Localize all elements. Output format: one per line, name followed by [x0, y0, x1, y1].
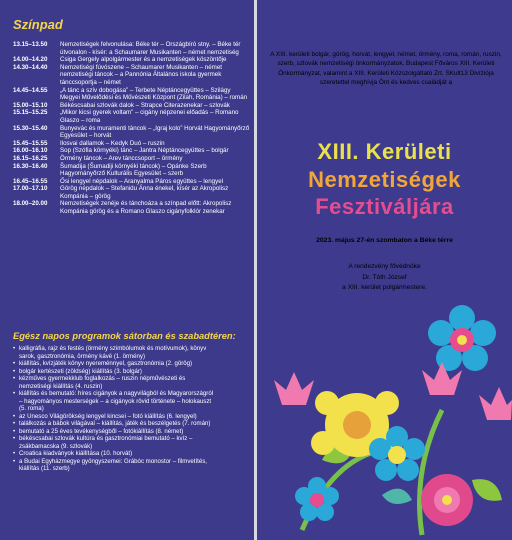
schedule-description: Görög népdalok – Stefanidu Ánna énekel, kísér az Akropolisz Kompánia – görög [60, 185, 229, 200]
schedule-time: 15.15–15.25 [13, 109, 48, 117]
schedule-time: 15.00–15.10 [13, 101, 48, 109]
schedule-description: Šumadija (Šumadiji környéki táncok) – Opánke Szerb Hagyományőrző Kulturális Egyesület – szerb [60, 162, 207, 178]
program-item: • kiállítás és bemutató: híres cigányok a nagyvilágból és Magyarországról – hagyományos mesterségek – a cigányok rövid története – holokauszt (5. roma) [13, 390, 218, 413]
patron-name: Dr. Tóth József [362, 273, 407, 281]
stage-heading: Színpad [13, 17, 63, 32]
program-item: • az Unesco Világörökség lengyel kincsei – fotó kiállítás (6. lengyel) [13, 413, 218, 421]
schedule-time: 16.00–16.10 [13, 147, 48, 155]
schedule-row [13, 64, 251, 87]
schedule-row [13, 163, 251, 178]
program-item: • kiállítás, kvízjáték könyv nyereménnyel, gasztronómia (2. görög) [13, 360, 218, 368]
schedule-time: 14.00–14.20 [13, 56, 48, 64]
program-item: • Croatica kiadványok kiállítása (10. horvát) [13, 450, 218, 458]
schedule-row [13, 147, 251, 155]
program-item: • kalligráfia, rajz és festés (örmény szimbólumok és motívumok), könyv sarok, gasztronómia, örmény kávé (1. örmény) [13, 345, 218, 360]
program-item: • bemutató a 25 éves tevékenységből – fotókiállítás (8. német) [13, 428, 218, 436]
schedule-row [13, 155, 251, 163]
schedule-row [13, 185, 251, 200]
title-line-2: Nemzetiségek [308, 167, 461, 192]
event-date: 2023. május 27-én szombaton a Béke térre [316, 237, 453, 244]
program-item: • bolgár kertészeti (zöldség) kiállítás (3. bolgár) [13, 368, 218, 376]
schedule-description: Sop (Szófia környéki) tánc – Jantra Néptáncegyüttes – bolgár [60, 147, 229, 155]
schedule-description: Ősi lengyel népdalok – Aranyalma Páros együttes – lengyel [60, 177, 224, 185]
stage-schedule [13, 41, 251, 216]
schedule-description: Nemzetiségek zenéje és tánchoáza a színpad előtt: Akropolisz Kompánia görög és a Romano Glaszo cigányfolklór zenekar [60, 200, 232, 216]
schedule-description: Csiga Gergely alpolgármester és a nemzetiségek köszöntője [60, 56, 227, 64]
patron [262, 262, 507, 294]
schedule-row [13, 200, 251, 215]
program-item: • találkozás a bábok világával – kiállítás, játék és beszélgetés (7. román) [13, 420, 218, 428]
program-item: • kézműves gyermekklub foglalkozás – ruszin népművészeti és nemzetiségi kiállítás (4. ruszin) [13, 375, 218, 390]
schedule-time: 15.45–15.55 [13, 139, 48, 147]
title-line-1: XIII. Kerületi [317, 139, 452, 164]
invitation-text: A XIII. kerületi bolgár, görög, horvát, lengyel, német, örmény, roma, román, ruszin, szerb, szlovák nemzetiségi önkormányzatok, Budapest Főváros XIII. Kerületi Önkormányzat, valamint a XIII. Kerületi Közszolgáltató Zrt. SKult13 Divíziója szeretettel meghívja Önt és kedves családját a [270, 51, 502, 86]
schedule-description: Nemzetiségi fúvószene – Schaumarer Musikanten – német nemzetiségi táncok – a Pannónia Általános iskola gyermek tánccsoportja – német [60, 63, 222, 86]
patron-title: a XIII. kerület polgármestere. [342, 284, 427, 291]
patron-role: A rendezvény fővédnöke [348, 263, 421, 270]
schedule-time: 16.15–16.25 [13, 154, 48, 162]
schedule-row [13, 56, 251, 64]
schedule-description: Örmény táncok – Arev tánccsoport – örmény [60, 154, 183, 162]
schedule-time: 16.45–16.55 [13, 177, 48, 185]
title-line-3: Fesztiváljára [315, 194, 454, 219]
program-panel [0, 0, 254, 540]
folk-flower-illustration [262, 300, 512, 540]
schedule-time: 18.00–20.00 [13, 200, 48, 208]
schedule-row [13, 102, 251, 110]
schedule-description: „A tánc a szív dobogása” – Terbete Néptáncegyüttes – Szilágy Megyei Művelődési és Művészeti Központ (Zilah, Románia) – román [60, 86, 248, 102]
all-day-programs-heading: Egész napos programok sátorban és szabadtéren: [13, 331, 236, 341]
schedule-row [13, 109, 251, 124]
schedule-description: Nemzetiségek felvonulása: Béke tér – Országbíró stny. – Béke tér útvonalon - kísér: a Schaumarer Musikanten – német nemzetiség [60, 41, 241, 56]
schedule-row [13, 41, 251, 56]
schedule-time: 14.30–14.40 [13, 63, 48, 71]
schedule-time: 13.15–13.50 [13, 41, 48, 48]
schedule-time: 17.00–17.10 [13, 185, 48, 193]
schedule-time: 16.30–16.40 [13, 162, 48, 170]
schedule-row [13, 125, 251, 140]
schedule-description: Békéscsabai szlovák dalok – Strapce Citerazenekar – szlovák [60, 101, 230, 109]
schedule-time: 14.45–14.55 [13, 86, 48, 94]
schedule-description: Bunyevác és muramenti táncok – „Igraj kolo” Horvát Hagyományőrző Egyesület – horvát [60, 124, 250, 140]
schedule-row [13, 140, 251, 148]
schedule-row [13, 87, 251, 102]
all-day-programs-list [13, 345, 218, 473]
schedule-description: „Mikor kicsi gyerek voltam” – cigány népzenei előadás – Romano Glaszo – roma [60, 109, 239, 124]
schedule-description: Ilosvai dallamok – Kedyk Duó – ruszin [60, 139, 165, 147]
program-item: • békéscsabai szlovák kultúra és gasztronómiai bemutató – kvíz – zsákbamacska (9. szlovák) [13, 435, 218, 450]
schedule-time: 15.30–15.40 [13, 124, 48, 132]
schedule-row [13, 178, 251, 186]
program-item: • a Budai Egyházmegye gyöngyszemei: Grábóc monostor – filmvetítés, kiállítás (11. szerb) [13, 458, 218, 473]
